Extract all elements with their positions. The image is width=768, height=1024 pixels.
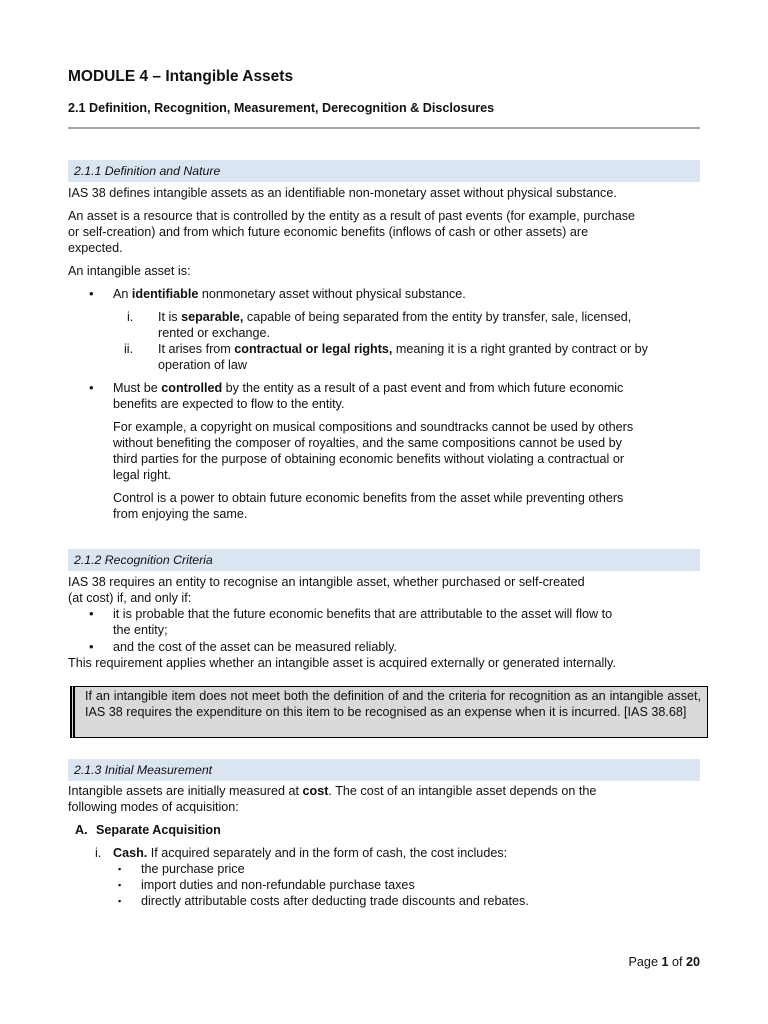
note-box (70, 686, 708, 738)
list-item: It is separable, capable of being separated from the entity by transfer, sale, licensed, (158, 310, 632, 324)
sub-list-item: import duties and non-refundable purchase taxes (141, 878, 415, 892)
list-item: Cash. If acquired separately and in the form of cash, the cost includes: (113, 846, 508, 860)
example-paragraph: without benefiting the composer of royalties, and the same compositions cannot be used by (113, 436, 622, 450)
paragraph: following modes of acquisition: (68, 800, 239, 814)
square-bullet-icon: ▪ (118, 864, 122, 874)
bullet-icon: • (89, 286, 94, 301)
example-paragraph: legal right. (113, 468, 172, 482)
paragraph: or self-creation) and from which future economic benefits (inflows of cash or other assets) are (68, 225, 589, 239)
bullet-item: it is probable that the future economic benefits that are attributable to the asset will flow to (113, 607, 613, 621)
control-paragraph: from enjoying the same. (113, 507, 248, 521)
bullet-item-continued: the entity; (113, 623, 168, 637)
list-letter: A. (75, 823, 88, 837)
control-paragraph: Control is a power to obtain future economic benefits from the asset while preventing others (113, 491, 624, 505)
example-paragraph: For example, a copyright on musical compositions and soundtracks cannot be used by others (113, 420, 634, 434)
bullet-icon: • (89, 380, 94, 395)
list-number: i. (95, 846, 102, 860)
bullet-icon: • (89, 606, 94, 621)
section-heading-initial-measurement: 2.1.3 Initial Measurement (68, 759, 700, 781)
list-number: ii. (124, 342, 134, 356)
paragraph: An asset is a resource that is controlled by the entity as a result of past events (for example, purchase (68, 209, 636, 223)
list-number: i. (127, 310, 134, 324)
module-title: MODULE 4 – Intangible Assets (68, 68, 294, 85)
bullet-icon: • (89, 639, 94, 654)
paragraph: An intangible asset is: (68, 264, 191, 278)
paragraph: Intangible assets are initially measured at cost. The cost of an intangible asset depends on the (68, 784, 597, 798)
section-heading-recognition: 2.1.2 Recognition Criteria (68, 549, 700, 571)
bullet-item: An identifiable nonmonetary asset without physical substance. (113, 287, 466, 301)
paragraph: (at cost) if, and only if: (68, 591, 192, 605)
section-subtitle: 2.1 Definition, Recognition, Measurement, Derecognition & Disclosures (68, 101, 495, 115)
subheading-separate-acquisition: Separate Acquisition (96, 823, 221, 837)
sub-list-item: directly attributable costs after deducting trade discounts and rebates. (141, 894, 529, 908)
note-text: If an intangible item does not meet both the definition of and the criteria for recognition as an intangible asset, IAS 38 requires the expenditure on this item to be recognised as an expense when it is incurred. [IAS 38.68] (85, 689, 701, 719)
square-bullet-icon: ▪ (118, 880, 122, 890)
paragraph: expected. (68, 241, 123, 255)
paragraph: This requirement applies whether an intangible asset is acquired externally or generated internally. (68, 656, 616, 670)
bullet-item-continued: benefits are expected to flow to the entity. (113, 397, 345, 411)
list-item: It arises from contractual or legal rights, meaning it is a right granted by contract or by (158, 342, 648, 356)
list-item-continued: operation of law (158, 358, 247, 372)
sub-list-item: the purchase price (141, 862, 245, 876)
example-paragraph: third parties for the purpose of obtaining economic benefits without violating a contractual or (113, 452, 625, 466)
list-item-continued: rented or exchange. (158, 326, 271, 340)
square-bullet-icon: ▪ (118, 896, 122, 906)
bullet-item: and the cost of the asset can be measured reliably. (113, 640, 397, 654)
section-heading-definition: 2.1.1 Definition and Nature (68, 160, 700, 182)
bullet-item: Must be controlled by the entity as a result of a past event and from which future economic (113, 381, 624, 395)
paragraph: IAS 38 defines intangible assets as an identifiable non-monetary asset without physical substance. (68, 186, 617, 200)
paragraph: IAS 38 requires an entity to recognise an intangible asset, whether purchased or self-created (68, 575, 585, 589)
page-number: Page 1 of 20 (628, 955, 700, 969)
horizontal-rule (68, 127, 700, 129)
